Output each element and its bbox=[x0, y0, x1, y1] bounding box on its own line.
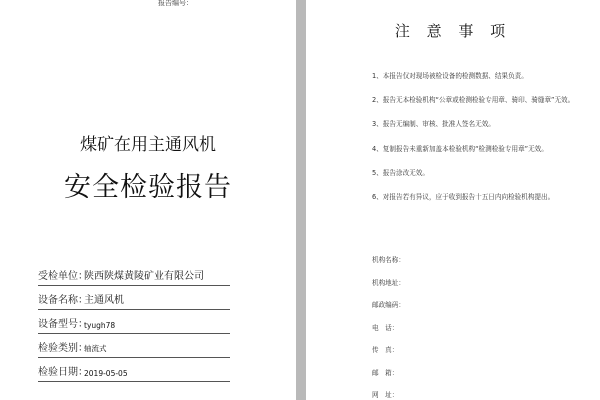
info-label: 检验类别： bbox=[38, 343, 88, 354]
info-value: 轴流式 bbox=[84, 344, 107, 353]
info-label: 设备型号： bbox=[38, 319, 88, 330]
report-title: 安全检验报告 bbox=[64, 172, 232, 203]
report-subtitle: 煤矿在用主通风机 bbox=[80, 135, 216, 155]
info-row-inspection-date bbox=[38, 358, 230, 382]
notice-item: 4、复制报告未重新加盖本检验机构“检测检验专用章”无效。 bbox=[372, 144, 548, 153]
report-number-label: 报告编号： bbox=[158, 0, 193, 7]
info-label: 设备名称： bbox=[38, 295, 88, 306]
notice-item: 5、报告涂改无效。 bbox=[372, 168, 429, 177]
info-row-inspection-category bbox=[38, 334, 230, 358]
info-row-equipment-model bbox=[38, 310, 230, 334]
contact-label-postcode: 邮政编码： bbox=[372, 301, 405, 309]
info-row-equipment-name bbox=[38, 286, 230, 310]
contact-info bbox=[372, 256, 592, 400]
notice-page bbox=[306, 0, 600, 400]
contact-label-phone: 电 话： bbox=[372, 323, 399, 332]
contact-label-address: 机构地址： bbox=[372, 278, 405, 287]
info-value: 2019-05-05 bbox=[84, 369, 128, 378]
info-label: 受检单位： bbox=[38, 271, 88, 282]
contact-label-org-name: 机构名称： bbox=[372, 256, 405, 264]
contact-label-email: 邮 箱： bbox=[372, 368, 399, 377]
notice-item: 1、本报告仅对现场被检设备的检测数据、结果负责。 bbox=[372, 72, 528, 80]
notice-list bbox=[372, 72, 598, 217]
contact-label-website: 网 址： bbox=[372, 391, 399, 399]
info-value: 主通风机 bbox=[84, 295, 124, 306]
notice-title: 注 意 事 项 bbox=[394, 22, 512, 40]
info-row-inspected-unit bbox=[38, 262, 230, 286]
info-value: tyugh78 bbox=[84, 321, 116, 330]
info-value: 陕西陕煤黄陵矿业有限公司 bbox=[84, 271, 204, 282]
contact-label-fax: 传 真： bbox=[372, 346, 399, 354]
notice-item: 2、报告无本检验机构“公章或检测检验专用章、骑印、骑缝章”无效。 bbox=[372, 96, 575, 105]
inspection-info-table bbox=[38, 262, 230, 382]
notice-item: 6、对报告若有异议，应于收到报告十五日内向检验机构提出。 bbox=[372, 192, 555, 201]
info-label: 检验日期： bbox=[38, 367, 88, 378]
report-cover-page bbox=[0, 0, 296, 400]
notice-item: 3、报告无编制、审核、批准人签名无效。 bbox=[372, 120, 495, 129]
